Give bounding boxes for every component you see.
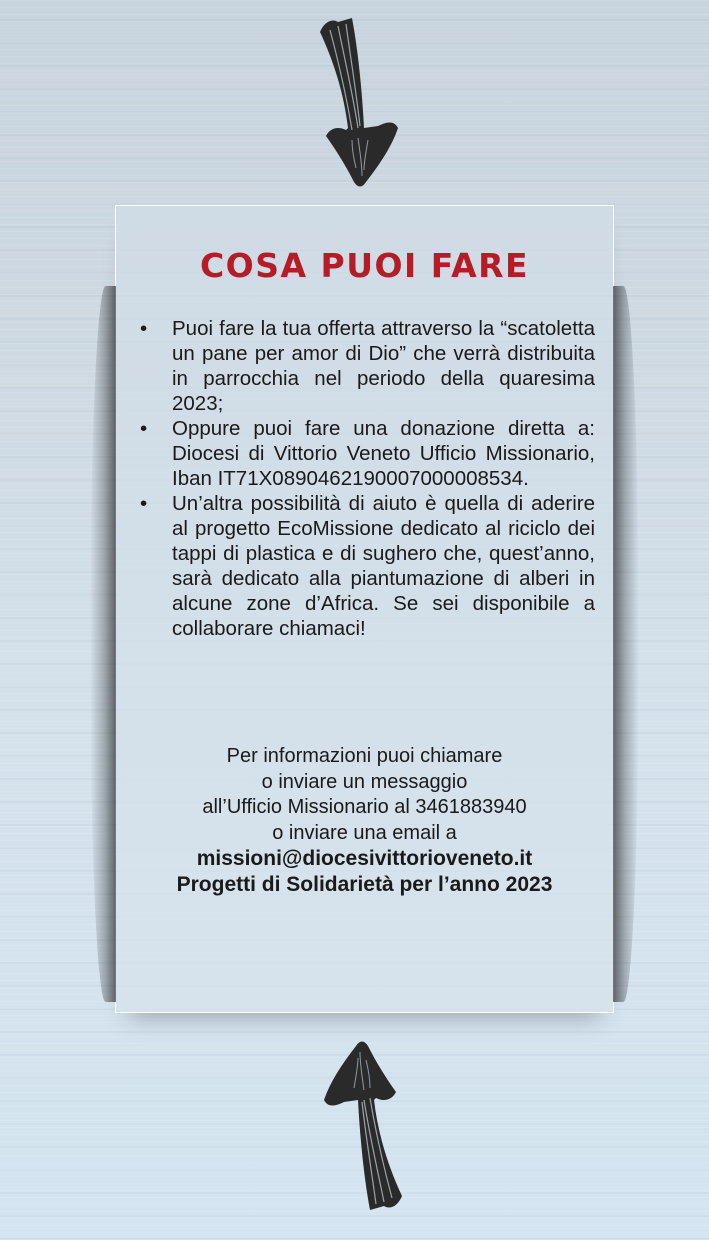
projects-line: Progetti di Solidarietà per l’anno 2023: [176, 872, 553, 896]
contact-info: [116, 744, 613, 897]
info-line: o inviare un messaggio: [261, 770, 468, 793]
list-item-text: Un’altra possibilità di aiuto è quella di aderire al progetto EcoMissione dedicato al riciclo dei tappi di plastica e di sughero che, quest’anno, sarà dedicato alla piantumazione di alberi in alcune zone d’Africa. Se sei disponibile a collaborare chiamaci!: [172, 492, 595, 640]
list-item: [140, 416, 595, 491]
email-address: missioni@diocesivittorioveneto.it: [196, 847, 533, 870]
info-line: Per informazioni puoi chiamare: [226, 745, 503, 767]
card-title: COSA PUOI FARE: [199, 246, 530, 285]
bullet-list: [140, 316, 595, 641]
list-item: [140, 316, 595, 416]
bullet-marker: •: [140, 417, 148, 440]
bullet-marker: •: [140, 492, 148, 515]
info-line: o inviare una email a: [272, 821, 457, 844]
bullet-marker: •: [140, 317, 148, 340]
arrow-down-icon: [312, 10, 404, 192]
list-item-text: Oppure puoi fare una donazione diretta a: Diocesi di Vittorio Veneto Ufficio Missionario, Iban IT71X0890462190007000008534.: [172, 417, 595, 490]
list-item-text: Puoi fare la tua offerta attraverso la “scatoletta un pane per amor di Dio” che verrà distribuita in parrocchia nel periodo della quaresima 2023;: [172, 317, 595, 415]
list-item: [140, 491, 595, 641]
info-card: [115, 205, 614, 1013]
arrow-up-icon: [318, 1036, 410, 1218]
info-line: all’Ufficio Missionario al 3461883940: [202, 796, 527, 818]
